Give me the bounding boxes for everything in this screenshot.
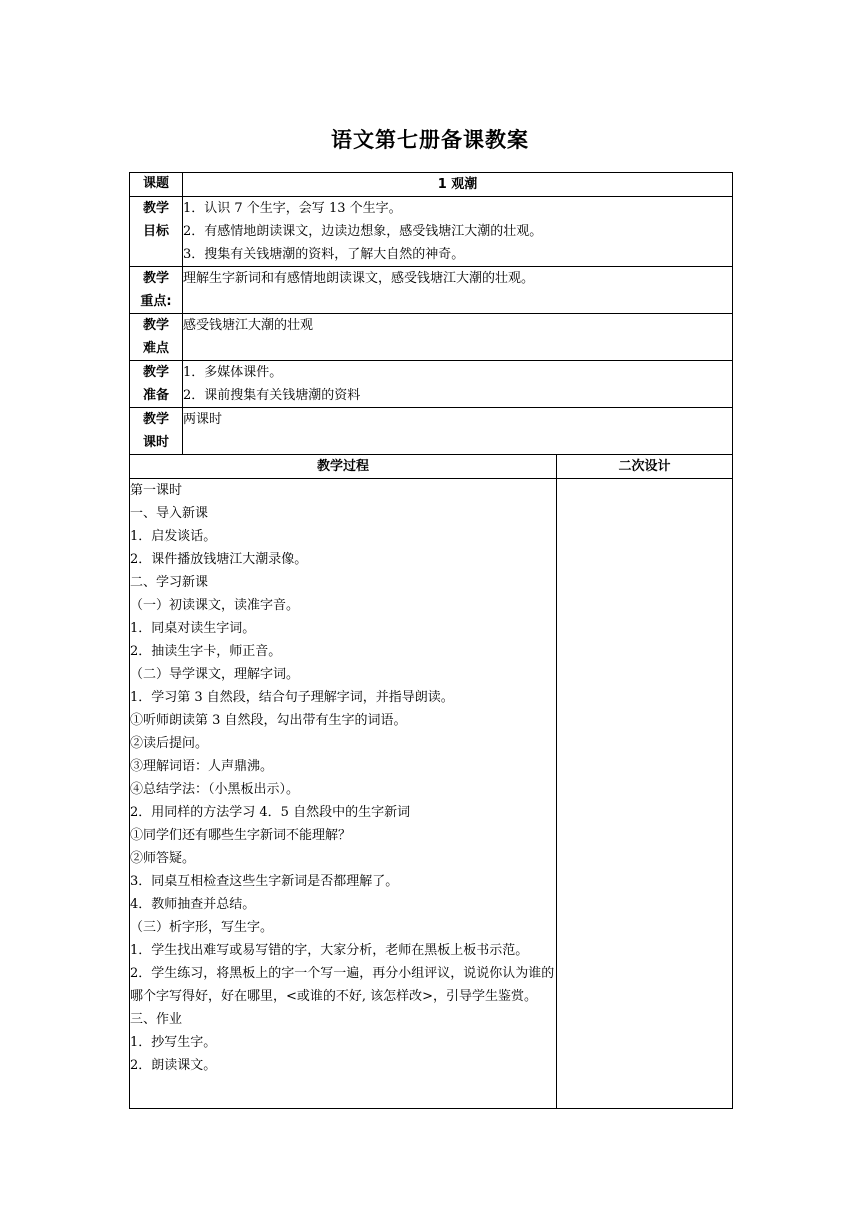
- process-line: ④总结学法：（小黑板出示）。: [130, 782, 300, 797]
- key-points-content: 理解生字新词和有感情地朗读课文，感受钱塘江大潮的壮观。: [183, 267, 733, 314]
- process-line: ①听师朗读第 3 自然段，勾出带有生字的词语。: [130, 713, 407, 728]
- goal-line: 2．有感情地朗读课文，边读边想象，感受钱塘江大潮的壮观。: [183, 224, 543, 239]
- process-line: 2．学生练习，将黑板上的字一个写一遍，再分小组评议，说说你认为谁的哪个字写得好，好在哪里，<或谁的不好, 该怎样改>，引导学生鉴赏。: [130, 966, 555, 1004]
- topic-value: 1 观潮: [183, 173, 733, 197]
- goal-line: 1．认识 7 个生字，会写 13 个生字。: [183, 201, 402, 216]
- difficulty-content: 感受钱塘江大潮的壮观: [183, 314, 733, 361]
- teaching-process-content: [130, 479, 557, 1109]
- process-line: 2．用同样的方法学习 4．5 自然段中的生字新词: [130, 805, 411, 820]
- process-line: ②师答疑。: [130, 851, 196, 866]
- teaching-process-header: 教学过程: [130, 455, 557, 479]
- second-design-content: [557, 479, 733, 1109]
- process-line: 三、作业: [130, 1012, 183, 1027]
- goal-line: 3．搜集有关钱塘潮的资料，了解大自然的神奇。: [183, 247, 465, 262]
- process-line: 2．抽读生字卡，师正音。: [130, 644, 282, 659]
- process-line: （二）导学课文，理解字词。: [130, 667, 300, 682]
- process-line: ③理解词语：人声鼎沸。: [130, 759, 274, 774]
- preparation-content: 1．多媒体课件。 2．课前搜集有关钱塘潮的资料: [183, 361, 733, 408]
- process-line: 1．抄写生字。: [130, 1035, 217, 1050]
- process-content-row: [130, 479, 733, 1109]
- goals-label: 教学 目标: [130, 197, 183, 267]
- process-line: 1．启发谈话。: [130, 529, 217, 544]
- goals-row: [130, 197, 733, 267]
- class-hours-label: 教学 课时: [130, 408, 183, 455]
- process-line: 第一课时: [130, 483, 183, 498]
- lesson-plan-table: [129, 172, 733, 1109]
- process-line: 1．学生找出难写或易写错的字，大家分析，老师在黑板上板书示范。: [130, 943, 529, 958]
- process-line: 一、导入新课: [130, 506, 209, 521]
- document-title: 语文第七册备课教案: [331, 128, 529, 152]
- topic-label: 课题: [130, 173, 183, 197]
- second-design-header: 二次设计: [557, 455, 733, 479]
- process-line: ②读后提问。: [130, 736, 209, 751]
- difficulty-row: [130, 314, 733, 361]
- topic-row: [130, 173, 733, 197]
- process-line: 2．课件播放钱塘江大潮录像。: [130, 552, 308, 567]
- class-hours-content: 两课时: [183, 408, 733, 455]
- process-line: 3．同桌互相检查这些生字新词是否都理解了。: [130, 874, 399, 889]
- class-hours-row: [130, 408, 733, 455]
- process-line: 4．教师抽查并总结。: [130, 897, 256, 912]
- process-line: ①同学们还有哪些生字新词不能理解？: [130, 828, 352, 843]
- key-points-label: 教学 重点:: [130, 267, 183, 314]
- preparation-label: 教学 准备: [130, 361, 183, 408]
- key-points-row: [130, 267, 733, 314]
- process-line: （一）初读课文，读准字音。: [130, 598, 300, 613]
- process-line: 1．同桌对读生字词。: [130, 621, 256, 636]
- process-line: 1．学习第 3 自然段，结合句子理解字词，并指导朗读。: [130, 690, 454, 705]
- preparation-row: [130, 361, 733, 408]
- process-header-row: [130, 455, 733, 479]
- goals-content: [183, 197, 733, 267]
- difficulty-label: 教学 难点: [130, 314, 183, 361]
- process-line: 二、学习新课: [130, 575, 209, 590]
- process-line: 2．朗读课文。: [130, 1058, 217, 1073]
- process-line: （三）析字形，写生字。: [130, 920, 274, 935]
